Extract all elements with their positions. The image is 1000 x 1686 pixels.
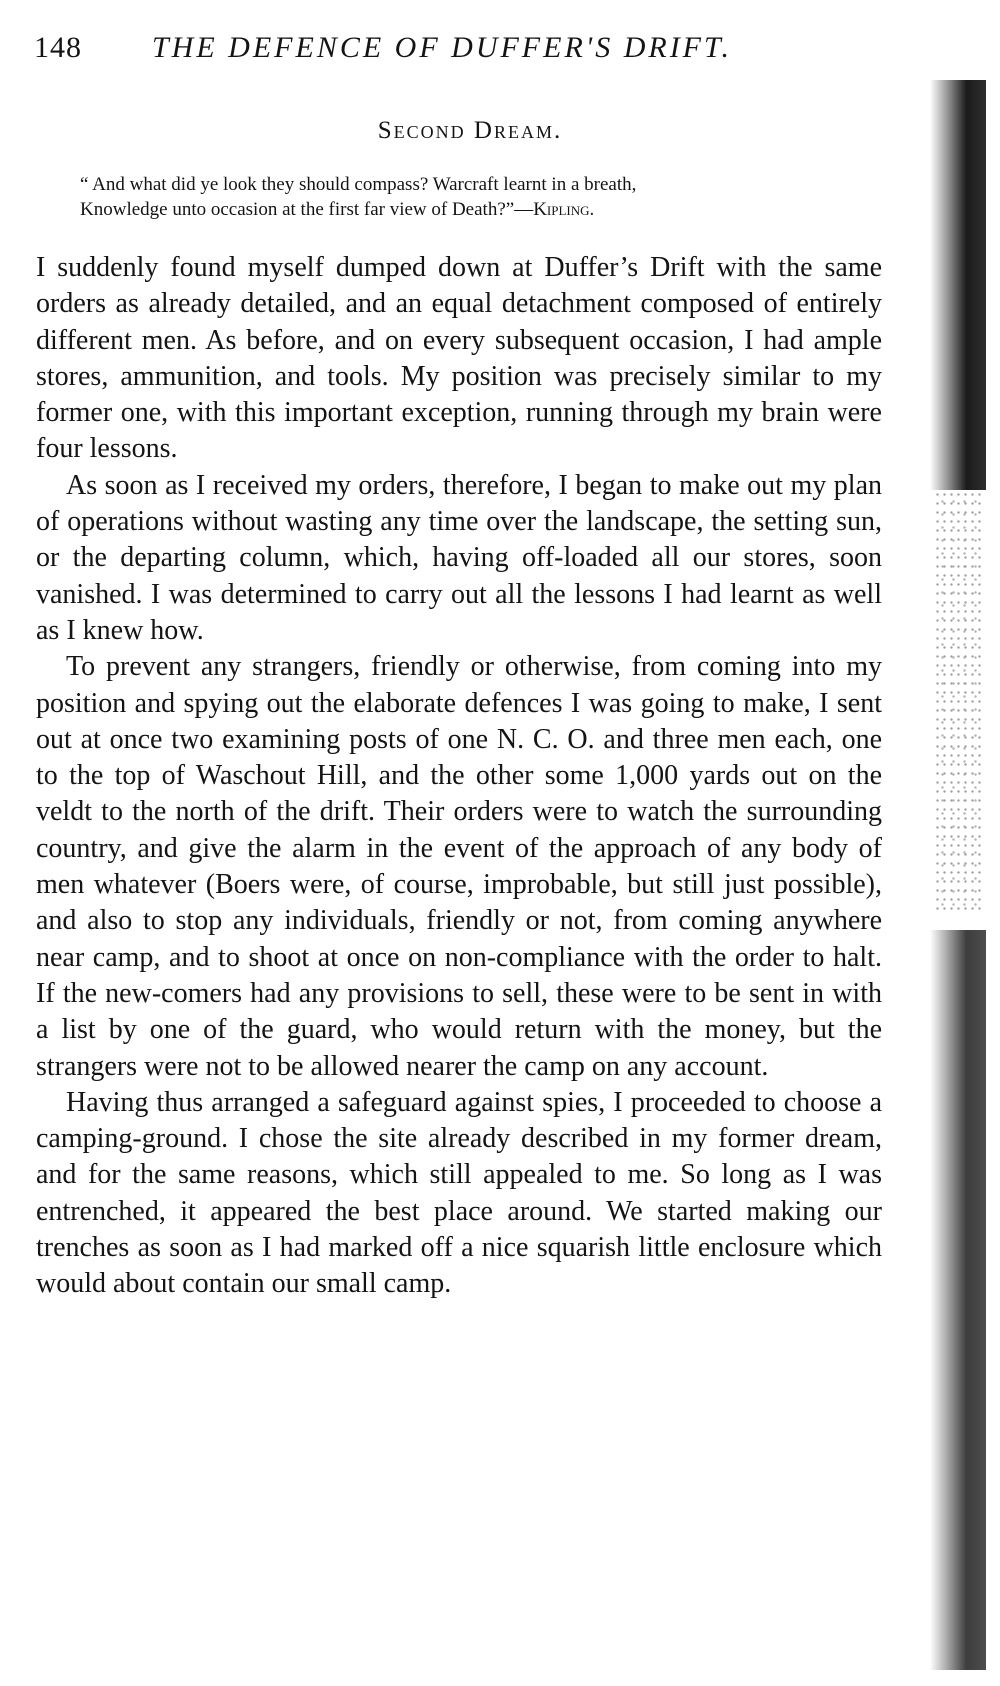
running-head xyxy=(34,30,894,66)
chapter-heading: Second Dream. xyxy=(377,117,563,144)
page-number: 148 xyxy=(34,31,82,64)
epigraph-line-2 xyxy=(80,197,900,222)
binding-shadow-top xyxy=(930,80,986,490)
epigraph-quote-end: Knowledge unto occasion at the first far view of Death?”— xyxy=(80,199,534,220)
paragraph: Having thus arranged a safeguard against spies, I proceeded to choose a camping-ground. I chose the site already described in my former dream, and for the same reasons, which still appealed to me. So long as I was entrenched, it appeared the best place around. We started making our trenches as soon as I had marked off a nice squarish little enclosure which would about contain our small camp. xyxy=(36,1086,882,1300)
epigraph-line-1: “ And what did ye look they should compass? Warcraft learnt in a breath, xyxy=(80,174,637,195)
paragraph: I suddenly found myself dumped down at Duffer’s Drift with the same orders as already detailed, and an equal detachment composed of entirely different men. As before, and on every subsequent occasion, I had ample stores, ammunition, and tools. My position was precisely similar to my former one, with this important exception, running through my brain were four lessons. xyxy=(36,252,882,465)
paragraph: To prevent any strangers, friendly or otherwise, from coming into my position and spying out the elaborate defences I was going to make, I sent out at once two examining posts of one N. C. O. and three men each, one to the top of Waschout Hill, and the other some 1,000 yards out on the veldt to the north of the drift. Their orders were to watch the surrounding country, and give the alarm in the event of the approach of any body of men whatever (Boers were, of course, improbable, but still just possible), and also to stop any individuals, friendly or not, from coming anywhere near camp, and to shoot at once on non-compliance with the order to halt. If the new-comers had any provisions to sell, these were to be sent in with a list by one of the guard, who would return with the money, but the strangers were not to be allowed nearer the camp on any account. xyxy=(36,651,882,1082)
book-title: THE DEFENCE OF DUFFER'S DRIFT. xyxy=(152,31,732,64)
epigraph-author: Kipling. xyxy=(533,199,595,220)
body-text xyxy=(36,250,882,1303)
epigraph xyxy=(80,172,900,222)
paragraph: As soon as I received my orders, therefore, I began to make out my plan of operations without wasting any time over the landscape, the setting sun, or the departing column, which, having off-loaded all our stores, soon vanished. I was determined to carry out all the lessons I had learnt as well as I knew how. xyxy=(36,469,882,646)
binding-shadow-bottom xyxy=(930,930,986,1670)
binding-speckle-middle xyxy=(934,490,982,910)
